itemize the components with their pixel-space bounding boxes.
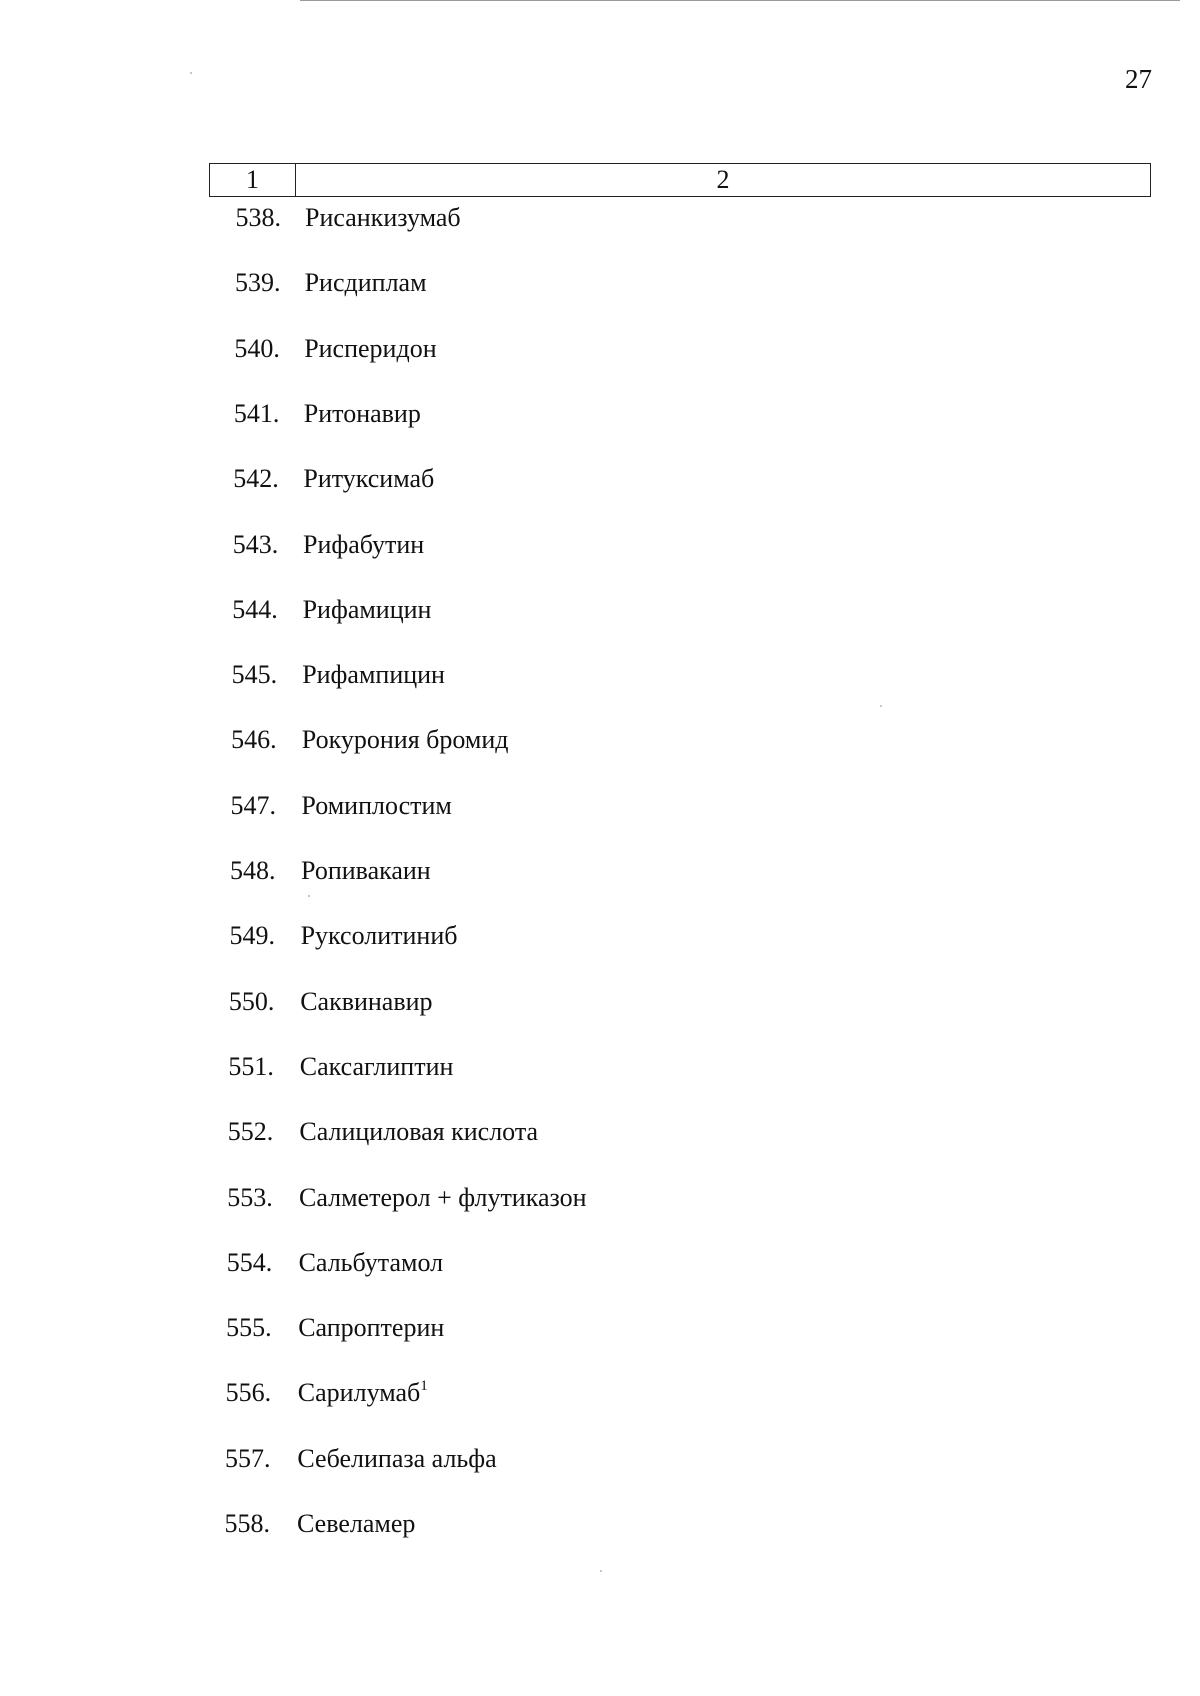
row-drug-name	[302, 723, 509, 757]
row-number: 553.	[227, 1182, 273, 1212]
row-number: 556.	[225, 1378, 272, 1408]
row-number: 555.	[226, 1313, 272, 1343]
row-number: 557.	[225, 1443, 271, 1473]
row-drug-name-text: Салметерол + флутиказон	[299, 1182, 587, 1212]
row-drug-name	[303, 462, 434, 496]
row-number: 547.	[230, 790, 277, 820]
row-number: 542.	[233, 464, 279, 494]
scan-speck	[600, 1570, 602, 1572]
table-header	[209, 163, 1151, 197]
row-number: 545.	[231, 660, 278, 690]
row-number: 551.	[228, 1051, 274, 1081]
row-drug-name-text: Рифампицин	[302, 660, 445, 690]
row-drug-name	[299, 1115, 538, 1149]
row-drug-name	[297, 1507, 415, 1541]
row-number: 550.	[228, 986, 275, 1016]
row-drug-name-text: Себелипаза альфа	[297, 1443, 497, 1473]
row-drug-name	[299, 1246, 444, 1280]
row-drug-name	[301, 919, 458, 953]
row-drug-name-text: Сарилумаб	[297, 1378, 421, 1408]
row-drug-name	[303, 528, 424, 562]
row-drug-name-text: Рифабутин	[303, 529, 425, 559]
row-number: 548.	[230, 856, 276, 885]
row-drug-name	[299, 1181, 587, 1215]
row-number: 554.	[226, 1247, 273, 1277]
row-drug-name-text: Руксолитиниб	[300, 921, 458, 951]
row-drug-name	[301, 789, 452, 823]
row-drug-name	[302, 658, 445, 692]
row-drug-name	[298, 1376, 428, 1414]
scan-speck	[308, 895, 310, 897]
table-header-col-1: 1	[210, 164, 296, 196]
row-drug-name	[304, 397, 421, 431]
row-drug-name-text: Ропивакаин	[301, 856, 431, 885]
row-drug-name-text: Саксаглиптин	[299, 1051, 454, 1081]
row-drug-name-text: Ритонавир	[303, 398, 421, 428]
row-drug-name-text: Сапроптерин	[298, 1313, 445, 1343]
row-drug-name-text: Рокурония бромид	[301, 725, 509, 755]
row-drug-name	[304, 332, 436, 366]
row-number: 552.	[227, 1117, 274, 1147]
table-header-col-2: 2	[716, 165, 730, 194]
row-drug-name	[300, 985, 432, 1019]
row-number: 544.	[232, 594, 278, 624]
row-drug-name	[305, 266, 427, 300]
row-number: 549.	[229, 921, 275, 951]
row-drug-name-text: Рифамицин	[302, 594, 432, 624]
row-drug-name	[305, 201, 461, 235]
row-number: 546.	[231, 725, 277, 755]
scan-speck	[880, 705, 882, 707]
row-number: 540.	[234, 333, 280, 363]
row-drug-name-text: Салициловая кислота	[299, 1117, 539, 1147]
row-drug-name-text: Саквинавир	[300, 986, 433, 1016]
row-drug-name-text: Ритуксимаб	[303, 464, 435, 494]
row-drug-name	[298, 1311, 444, 1345]
row-drug-name-text: Рисдиплам	[304, 268, 427, 298]
row-drug-name-text: Рисперидон	[304, 333, 437, 363]
page-number: 27	[1125, 64, 1152, 94]
row-drug-name-text: Рисанкизумаб	[305, 203, 461, 232]
row-number: 541.	[233, 398, 280, 428]
scan-edge-line	[300, 0, 1180, 1]
row-drug-name-text: Сальбутамол	[298, 1247, 444, 1277]
row-number: 543.	[232, 529, 279, 559]
row-drug-name	[301, 854, 431, 888]
scan-speck	[190, 72, 192, 74]
row-number: 558.	[224, 1509, 270, 1538]
row-number: 539.	[234, 268, 281, 298]
row-number: 538.	[235, 203, 281, 232]
row-drug-name	[300, 1050, 454, 1084]
row-drug-name	[297, 1442, 496, 1476]
row-drug-name	[303, 593, 432, 627]
row-drug-name-text: Севеламер	[297, 1509, 416, 1538]
footnote-marker: 1	[420, 1378, 428, 1395]
row-drug-name-text: Ромиплостим	[301, 790, 452, 820]
